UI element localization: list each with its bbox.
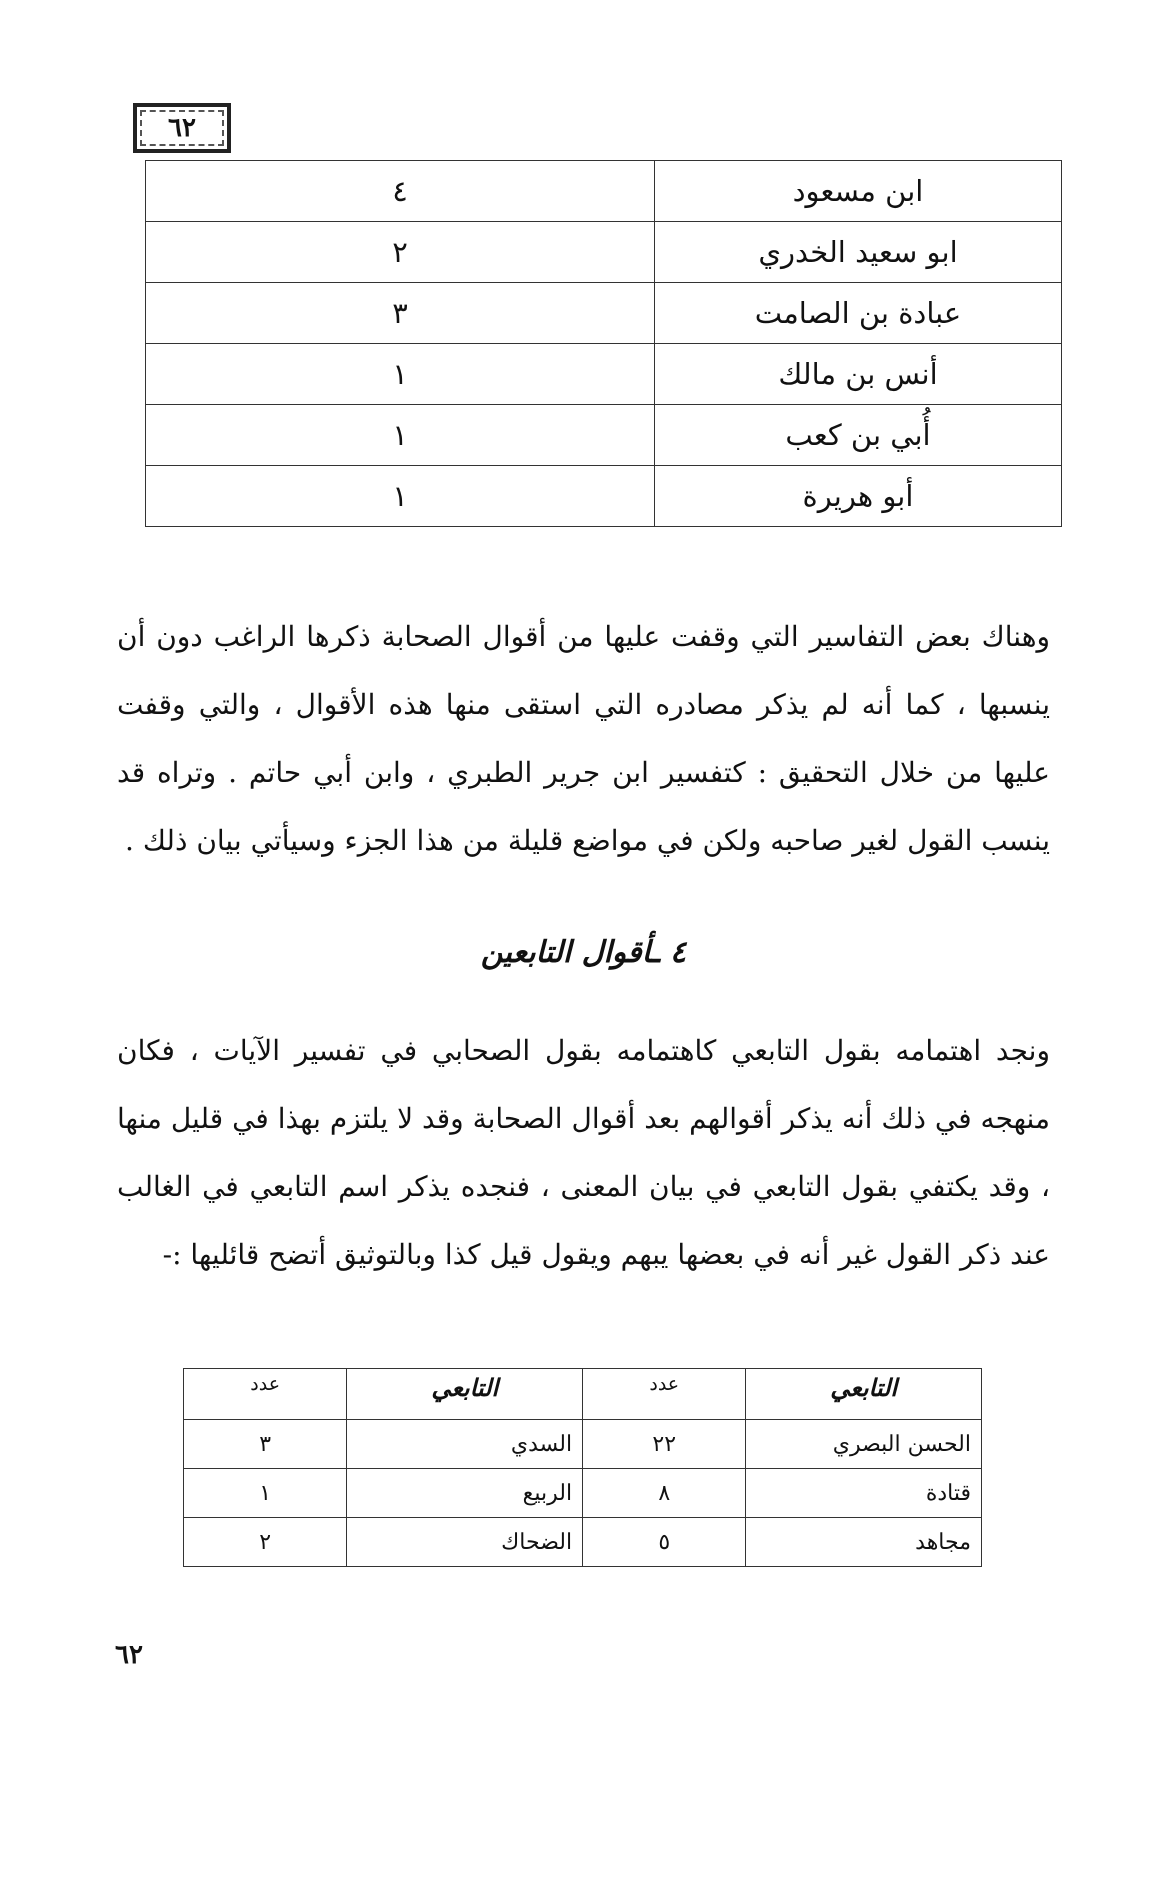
companion-name: أنس بن مالك: [655, 344, 1062, 405]
table-header-row: [184, 1369, 982, 1420]
follower-count: ٥: [583, 1518, 746, 1567]
companion-name: ابن مسعود: [655, 161, 1062, 222]
footer-page-number: ٦٢: [115, 1640, 143, 1670]
companion-count: ٣: [146, 283, 655, 344]
follower-count: ٣: [184, 1420, 347, 1469]
paragraph-companions-sources: وهناك بعض التفاسير التي وقفت عليها من أقوال الصحابة ذكرها الراغب دون أن ينسبها ، كما أنه لم يذكر مصادره التي استقى منها هذه الأقوال ، والتي وقفت عليها من خلال التحقيق : كتفسير ابن جرير الطبري ، وابن أبي حاتم . وتراه قد ينسب القول لغير صاحبه ولكن في مواضع قليلة من هذا الجزء وسيأتي بيان ذلك .: [117, 620, 1050, 857]
companion-count: ٤: [146, 161, 655, 222]
column-header-count: عدد: [583, 1369, 746, 1420]
table-row: [146, 161, 1062, 222]
table-row: [146, 222, 1062, 283]
table-row: [184, 1469, 982, 1518]
companion-count: ١: [146, 405, 655, 466]
table-row: [184, 1518, 982, 1567]
table-row: [184, 1420, 982, 1469]
companion-name: أُبي بن كعب: [655, 405, 1062, 466]
follower-count: ١: [184, 1469, 347, 1518]
column-header-count: عدد: [184, 1369, 347, 1420]
follower-name: مجاهد: [746, 1518, 982, 1567]
follower-count: ٢٢: [583, 1420, 746, 1469]
follower-name: الضحاك: [347, 1518, 583, 1567]
section-heading: ٤ ـأقوال التابعين: [480, 935, 687, 970]
column-header-follower: التابعي: [746, 1369, 982, 1420]
follower-name: قتادة: [746, 1469, 982, 1518]
companion-count: ٢: [146, 222, 655, 283]
companion-name: عبادة بن الصامت: [655, 283, 1062, 344]
followers-table: [183, 1368, 982, 1567]
companion-name: أبو هريرة: [655, 466, 1062, 527]
table-row: [146, 283, 1062, 344]
companion-count: ١: [146, 466, 655, 527]
table-row: [146, 405, 1062, 466]
paragraph-followers: ونجد اهتمامه بقول التابعي كاهتمامه بقول الصحابي في تفسير الآيات ، فكان منهجه في ذلك أنه يذكر أقوالهم بعد أقوال الصحابة وقد لا يلتزم بهذا في قليل منها ، وقد يكتفي بقول التابعي في بيان المعنى ، فنجده يذكر اسم التابعي في الغالب عند ذكر القول غير أنه في بعضها يبهم ويقول قيل كذا وبالتوثيق أتضح قائليها :-: [117, 1034, 1051, 1271]
companion-count: ١: [146, 344, 655, 405]
follower-count: ٨: [583, 1469, 746, 1518]
follower-name: الربيع: [347, 1469, 583, 1518]
follower-count: ٢: [184, 1518, 347, 1567]
follower-name: الحسن البصري: [746, 1420, 982, 1469]
header-page-number: ٦٢: [133, 103, 231, 153]
follower-name: السدي: [347, 1420, 583, 1469]
table-row: [146, 466, 1062, 527]
column-header-follower: التابعي: [347, 1369, 583, 1420]
companion-name: ابو سعيد الخدري: [655, 222, 1062, 283]
companions-table: [145, 160, 1062, 527]
table-row: [146, 344, 1062, 405]
